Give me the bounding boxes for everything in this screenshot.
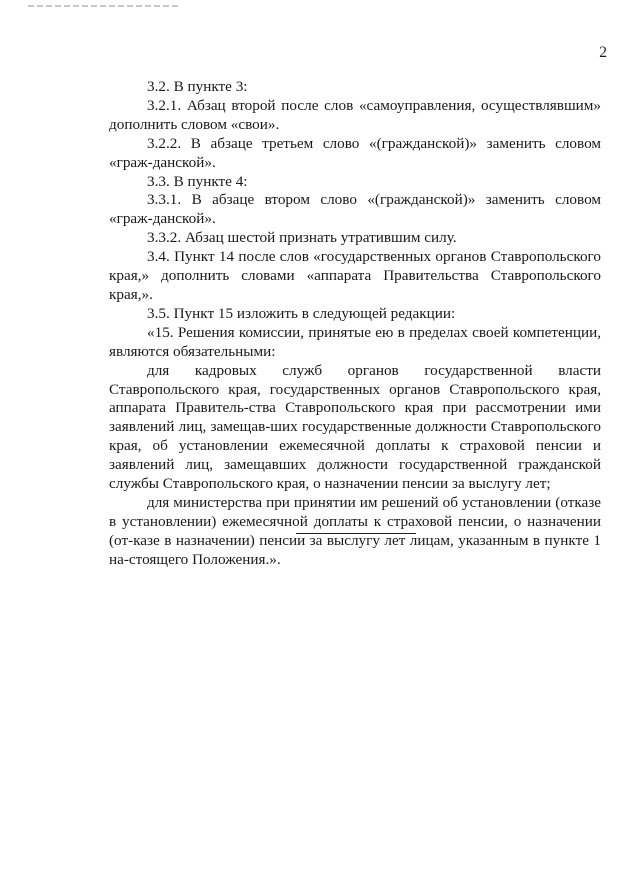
paragraph-15: «15. Решения комиссии, принятые ею в пределах своей компетенции, являются обязательными: [109,323,601,360]
paragraph-personnel-services: для кадровых служб органов государственной власти Ставропольского края, государственных органов Ставропольского края, аппарата Правитель-ства Ставропольского края при рассмотрении ими заявлений лиц, замещав-ших государственные должности Ставропольского края, об установлении ежемесячной доплаты к страховой пенсии и заявлений лиц, замещавших должности государственной гражданской службы Ставропольского края, о назначении пенсии за выслугу лет; [109,361,601,493]
paragraph-3-4: 3.4. Пункт 14 после слов «государственных органов Ставропольского края,» дополнить словами «аппарата Правительства Ставропольского края,». [109,248,601,303]
scan-artifact-top [28,5,178,7]
paragraph-3-5: 3.5. Пункт 15 изложить в следующей редакции: [147,304,456,322]
page-number: 2 [599,44,607,61]
paragraph-3-2-2: 3.2.2. В абзаце третьем слово «(гражданской)» заменить словом «граж-данской». [109,134,601,171]
paragraph-3-2-1: 3.2.1. Абзац второй после слов «самоуправления, осуществлявшим» дополнить словом «свои». [109,96,601,133]
paragraph-3-3: 3.3. В пункте 4: [147,172,248,190]
paragraph-3-2: 3.2. В пункте 3: [147,78,248,95]
paragraph-ministry: для министерства при принятии им решений об установлении (отказе в установлении) ежемесячной доплаты к страховой пенсии, о назначении (от-казе в назначении) пенсии за выслугу лет лицам, указанным в пункте 1 на-стоящего Положения.». [109,493,601,568]
document-body [109,78,601,570]
paragraph-3-3-2: 3.3.2. Абзац шестой признать утратившим силу. [147,229,457,247]
end-divider-line [296,533,416,534]
paragraph-3-3-1: 3.3.1. В абзаце втором слово «(гражданской)» заменить словом «граж-данской». [109,191,601,228]
